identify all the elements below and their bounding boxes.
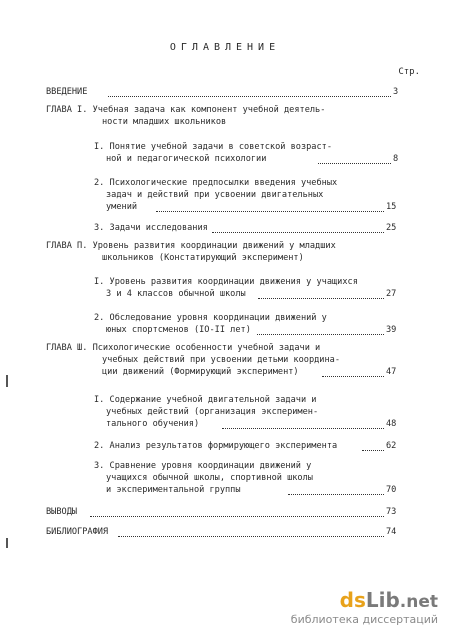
toc-entry-line: 2. Психологические предпосылки введения учебных bbox=[94, 178, 338, 188]
toc-entry-line: I. Уровень развития координации движения у учащихся bbox=[94, 277, 358, 287]
toc-entry-line: I. Содержание учебной двигательной задачи и bbox=[94, 395, 317, 405]
toc-entry-line: и экспериментальной группы bbox=[106, 485, 241, 495]
toc-entry-line: ВЫВОДЫ bbox=[46, 507, 78, 517]
watermark-subtitle: библиотека диссертаций bbox=[290, 613, 438, 626]
page-column-label: Стр. bbox=[398, 67, 420, 77]
toc-entry-line: ГЛАВА Ш. Психологические особенности учебной задачи и bbox=[46, 343, 321, 353]
toc-page-number: 62 bbox=[386, 441, 397, 451]
toc-entry-line: БИБЛИОГРАФИЯ bbox=[46, 527, 109, 537]
toc-leader-dots bbox=[118, 524, 384, 537]
toc-entry-line: 3. Сравнение уровня координации движений у bbox=[94, 461, 312, 471]
toc-entry-line: юных спортсменов (IO-II лет) bbox=[106, 325, 251, 335]
toc-entry-line: ности младших школьников bbox=[102, 117, 227, 127]
toc-entry-line: 3 и 4 классов обычной школы bbox=[106, 289, 246, 299]
toc-page-number: 73 bbox=[386, 507, 397, 517]
toc-page-number: 47 bbox=[386, 367, 397, 377]
toc-title: ОГЛАВЛЕНИЕ bbox=[169, 42, 281, 53]
toc-entry-line: задач и действий при усвоении двигательных bbox=[106, 190, 324, 200]
toc-entry-line: школьников (Констатирующий эксперимент) bbox=[102, 253, 304, 263]
toc-entry-line: I. Понятие учебной задачи в советской возраст- bbox=[94, 142, 332, 152]
toc-entry-line: умений bbox=[106, 202, 138, 212]
toc-entry-line: 2. Анализ результатов формирующего эксперимента bbox=[94, 441, 338, 451]
toc-leader-dots bbox=[222, 416, 384, 429]
toc-page-number: 15 bbox=[386, 202, 397, 212]
toc-leader-dots bbox=[288, 482, 384, 495]
toc-leader-dots bbox=[322, 364, 384, 377]
toc-entry-line: учебных действий при усвоении детьми координа- bbox=[102, 355, 340, 365]
toc-leader-dots bbox=[90, 504, 384, 517]
toc-entry-line: учебных действий (организация эксперимен- bbox=[106, 407, 319, 417]
toc-leader-dots bbox=[156, 199, 384, 212]
toc-page-number: 25 bbox=[386, 223, 397, 233]
toc-leader-dots bbox=[362, 438, 384, 451]
toc-entry-line: учащихся обычной школы, спортивной школы bbox=[106, 473, 313, 483]
toc-page-number: 39 bbox=[386, 325, 397, 335]
toc-entry-line: ВВЕДЕНИЕ bbox=[46, 87, 88, 97]
toc-entry-line: ГЛАВА I. Учебная задача как компонент учебной деятель- bbox=[46, 105, 326, 115]
toc-page-number: 8 bbox=[393, 154, 399, 164]
toc-leader-dots bbox=[258, 286, 384, 299]
toc-entry-line: 2. Обследование уровня координации движений у bbox=[94, 313, 327, 323]
toc-entry-line: тального обучения) bbox=[106, 419, 200, 429]
toc-leader-dots bbox=[318, 151, 391, 164]
toc-page-number: 74 bbox=[386, 527, 397, 537]
toc-page-number: 70 bbox=[386, 485, 397, 495]
margin-mark bbox=[6, 538, 8, 548]
toc-leader-dots bbox=[212, 220, 384, 233]
toc-leader-dots bbox=[108, 84, 391, 97]
toc-page-number: 27 bbox=[386, 289, 397, 299]
toc-page-number: 48 bbox=[386, 419, 397, 429]
margin-mark bbox=[6, 375, 8, 387]
toc-entry-line: 3. Задачи исследования bbox=[94, 223, 208, 233]
watermark bbox=[291, 589, 438, 626]
toc-page-number: 3 bbox=[393, 87, 399, 97]
toc-entry-line: ГЛАВА П. Уровень развития координации движений у младших bbox=[46, 241, 336, 251]
toc-leader-dots bbox=[257, 322, 384, 335]
toc-entry-line: ции движений (Формирующий эксперимент) bbox=[102, 367, 299, 377]
watermark-logo: dsLib.net bbox=[339, 588, 438, 612]
toc-entry-line: ной и педагогической психологии bbox=[106, 154, 267, 164]
